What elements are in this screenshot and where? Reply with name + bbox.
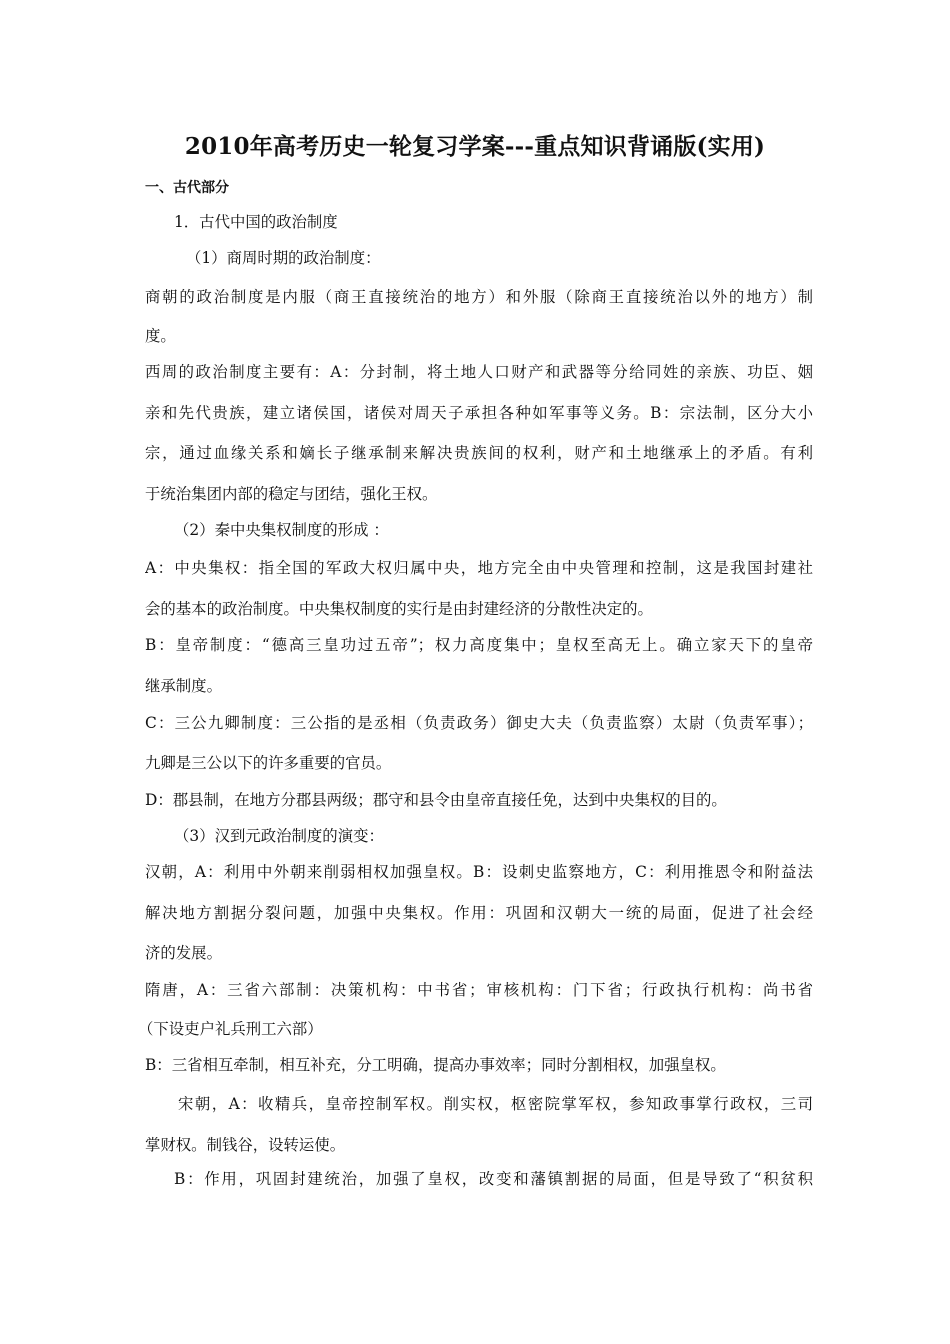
subsection-heading: （2）秦中央集权制度的形成 ： xyxy=(174,521,389,539)
subsection-heading: （3）汉到元政治制度的演变： xyxy=(174,827,384,845)
paragraph-line: 掌财权。制钱谷，设转运使。 xyxy=(145,1136,346,1154)
paragraph-line: C：三公九卿制度：三公指的是丞相（负责政务）御史大夫（负责监察）太尉（负责军事）； xyxy=(145,714,813,732)
subsection-heading: 1．古代中国的政治制度 xyxy=(174,213,338,231)
subsection-heading: （1）商周时期的政治制度： xyxy=(186,249,381,267)
paragraph-line: 度。 xyxy=(145,327,176,345)
paragraph-line: 会的基本的政治制度。中央集权制度的实行是由封建经济的分散性决定的。 xyxy=(145,600,653,618)
paragraph-line: 九卿是三公以下的许多重要的官员。 xyxy=(145,754,392,772)
section-heading: 一、古代部分 xyxy=(145,180,229,196)
paragraph-line: 汉朝，A：利用中外朝来削弱相权加强皇权。B：设刺史监察地方，C：利用推恩令和附益法 xyxy=(145,863,813,881)
paragraph-line: 亲和先代贵族，建立诸侯国，诸侯对周天子承担各种如军事等义务。B：宗法制，区分大小 xyxy=(145,404,813,422)
paragraph-line: D：郡县制，在地方分郡县两级；郡守和县令由皇帝直接任免，达到中央集权的目的。 xyxy=(145,791,727,809)
paragraph-line: 宋朝，A：收精兵，皇帝控制军权。削实权，枢密院掌军权，参知政事掌行政权，三司 xyxy=(178,1095,813,1113)
paragraph-line: 宗，通过血缘关系和嫡长子继承制来解决贵族间的权利，财产和土地继承上的矛盾。有利 xyxy=(145,444,813,462)
paragraph-line: B：三省相互牵制，相互补充，分工明确，提高办事效率；同时分割相权，加强皇权。 xyxy=(145,1056,726,1074)
paragraph-line: 隋唐，A：三省六部制：决策机构：中书省；审核机构：门下省；行政执行机构：尚书省 xyxy=(145,981,813,999)
paragraph-line: 西周的政治制度主要有：A：分封制，将土地人口财产和武器等分给同姓的亲族、功臣、姻 xyxy=(145,363,813,381)
paragraph-line: B：皇帝制度：“德高三皇功过五帝”；权力高度集中；皇权至高无上。确立家天下的皇帝 xyxy=(145,636,813,654)
paragraph-line: 继承制度。 xyxy=(145,677,222,695)
paragraph-line: 商朝的政治制度是内服（商王直接统治的地方）和外服（除商王直接统治以外的地方）制 xyxy=(145,288,813,306)
paragraph-line: 解决地方割据分裂问题，加强中央集权。作用：巩固和汉朝大一统的局面，促进了社会经 xyxy=(145,904,813,922)
document-title: 2010年高考历史一轮复习学案---重点知识背诵版(实用) xyxy=(184,133,766,160)
paragraph-line: A：中央集权：指全国的军政大权归属中央，地方完全由中央管理和控制，这是我国封建社 xyxy=(145,559,813,577)
paragraph-line: 于统治集团内部的稳定与团结，强化王权。 xyxy=(145,485,438,503)
paragraph-line: 济的发展。 xyxy=(145,944,222,962)
paragraph-line: B：作用，巩固封建统治，加强了皇权，改变和藩镇割据的局面，但是导致了“积贫积 xyxy=(174,1170,813,1188)
paragraph-line: （下设吏户礼兵刑工六部） xyxy=(138,1020,323,1038)
